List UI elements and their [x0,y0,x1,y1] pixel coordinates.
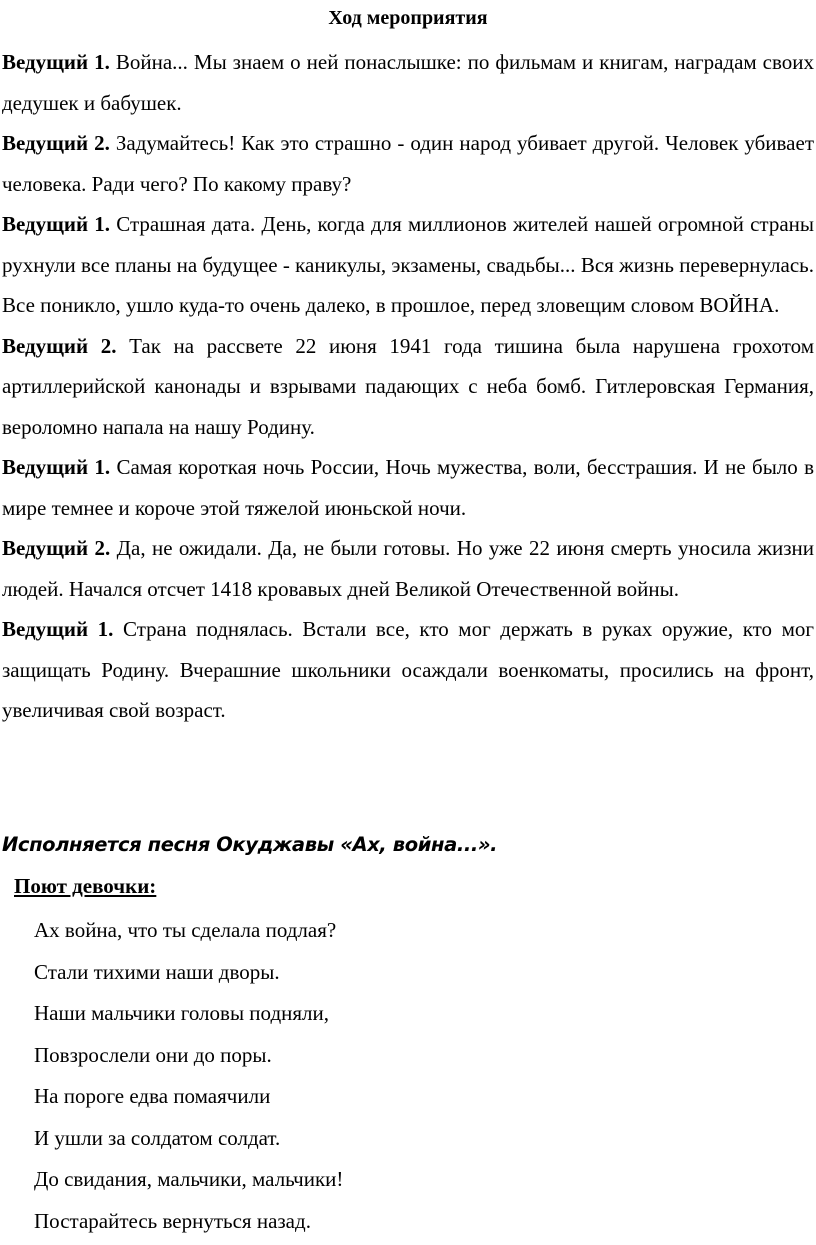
dialogue-paragraph [2,609,814,731]
dialogue-paragraph [2,447,814,528]
lyric-line: И ушли за солдатом солдат. [34,1125,281,1150]
song-lyrics [34,910,343,1242]
paragraph-text: Страшная дата. День, когда для миллионов жителей нашей огромной страны рухнули все планы на будущее - каникулы, экзамены, свадьбы... Вся жизнь перевернулась. Все поникло, ушло куда-то очень далеко, в прошлое, перед зловещим словом ВОЙНА. [2,212,814,317]
dialogue-body [2,42,814,731]
document-title: Ход мероприятия [328,7,488,29]
song-announcement: Исполняется песня Окуджавы «Ах, война...». [2,833,498,856]
dialogue-paragraph [2,123,814,204]
lyric-line: Наши мальчики головы подняли, [34,1001,329,1025]
speaker-label: Ведущий 1. [2,50,110,74]
speaker-label: Ведущий 2. [2,131,110,155]
paragraph-text: Самая короткая ночь России, Ночь мужества, воли, бесстрашия. И не было в мире темнее и короче этой тяжелой июньской ночи. [2,455,815,520]
paragraph-text: Страна поднялась. Встали все, кто мог держать в руках оружие, кто мог защищать Родину. Вчерашние школьники осаждали военкоматы, просились на фронт, увеличивая свой возраст. [2,617,814,722]
singers-label: Поют девочки: [14,874,157,898]
lyric-line: До свидания, мальчики, мальчики! [34,1167,344,1191]
paragraph-text: Так на рассвете 22 июня 1941 года тишина была нарушена грохотом артиллерийской канонады и взрывами падающих с неба бомб. Гитлеровская Германия, вероломно напала на нашу Родину. [2,333,815,439]
lyric-line: На пороге едва помаячили [34,1084,271,1108]
speaker-label: Ведущий 2. [2,333,117,358]
dialogue-paragraph [2,326,814,448]
paragraph-text: Задумайтесь! Как это страшно - один народ убивает другой. Человек убивает человека. Ради чего? По какому праву? [2,131,814,196]
dialogue-paragraph [2,204,814,326]
lyric-line: Стали тихими наши дворы. [34,959,280,984]
lyric-line: Повзрослели они до поры. [34,1042,272,1067]
dialogue-paragraph [2,528,814,609]
paragraph-text: Да, не ожидали. Да, не были готовы. Но уже 22 июня смерть уносила жизни людей. Начался отсчет 1418 кровавых дней Великой Отечественной войны. [2,536,815,601]
paragraph-text: Война... Мы знаем о ней понаслышке: по фильмам и книгам, наградам своих дедушек и бабушек. [2,50,815,115]
speaker-label: Ведущий 1. [2,455,111,479]
lyric-line: Постарайтесь вернуться назад. [34,1208,311,1233]
lyric-line: Ах война, что ты сделала подлая? [34,918,337,942]
speaker-label: Ведущий 1. [2,212,111,236]
speaker-label: Ведущий 1. [2,617,114,641]
dialogue-paragraph [2,42,814,123]
speaker-label: Ведущий 2. [2,536,111,560]
